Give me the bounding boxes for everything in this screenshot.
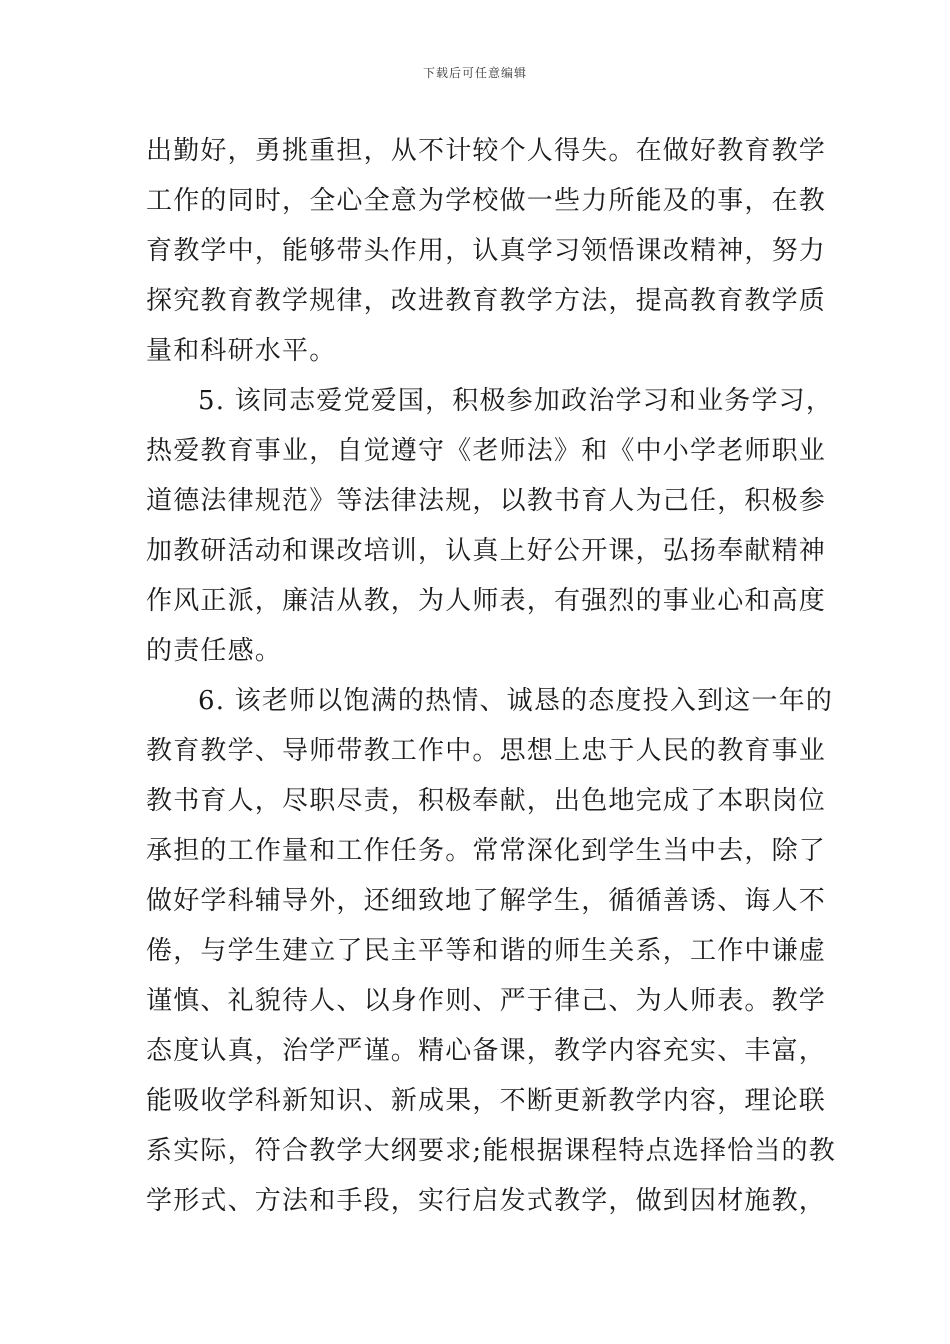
- page-header: 下载后可任意编辑: [422, 66, 527, 80]
- text-line: 系实际，符合教学大纲要求;能根据课程特点选择恰当的教: [146, 1136, 836, 1166]
- text-line: 热爱教育事业，自觉遵守《老师法》和《中小学老师职业: [146, 436, 827, 466]
- text-line: 教育教学、导师带教工作中。思想上忠于人民的教育事业: [146, 736, 827, 766]
- text-line: 态度认真，治学严谨。精心备课，教学内容充实、丰富，: [146, 1036, 827, 1066]
- text-line: 探究教育教学规律，改进教育教学方法，提高教育教学质: [146, 286, 827, 316]
- text-line: 倦，与学生建立了民主平等和谐的师生关系，工作中谦虚: [146, 936, 827, 966]
- text-line: 工作的同时，全心全意为学校做一些力所能及的事，在教: [146, 186, 827, 216]
- text-line: 能吸收学科新知识、新成果，不断更新教学内容，理论联: [146, 1086, 827, 1116]
- document-body: [146, 126, 836, 1226]
- paragraph-6-start: 6. 该老师以饱满的热情、诚恳的态度投入到这一年的: [198, 686, 834, 716]
- text-line: 做好学科辅导外，还细致地了解学生，循循善诱、诲人不: [146, 886, 827, 916]
- text-line: 教书育人，尽职尽责，积极奉献，出色地完成了本职岗位: [146, 786, 827, 816]
- text-line: 谨慎、礼貌待人、以身作则、严于律己、为人师表。教学: [146, 986, 827, 1016]
- text-line: 承担的工作量和工作任务。常常深化到学生当中去，除了: [146, 836, 827, 866]
- text-line: 的责任感。: [146, 636, 283, 666]
- text-line: 出勤好，勇挑重担，从不计较个人得失。在做好教育教学: [146, 136, 827, 166]
- text-line: 作风正派，廉洁从教，为人师表，有强烈的事业心和高度: [146, 586, 827, 616]
- text-line: 道德法律规范》等法律法规，以教书育人为己任，积极参: [146, 486, 827, 516]
- text-line: 量和科研水平。: [146, 336, 337, 366]
- text-line: 学形式、方法和手段，实行启发式教学，做到因材施教，: [146, 1186, 827, 1216]
- text-line: 育教学中，能够带头作用，认真学习领悟课改精神，努力: [146, 236, 827, 266]
- text-line: 加教研活动和课改培训，认真上好公开课，弘扬奉献精神: [146, 536, 827, 566]
- paragraph-5-start: 5. 该同志爱党爱国，积极参加政治学习和业务学习，: [198, 386, 834, 416]
